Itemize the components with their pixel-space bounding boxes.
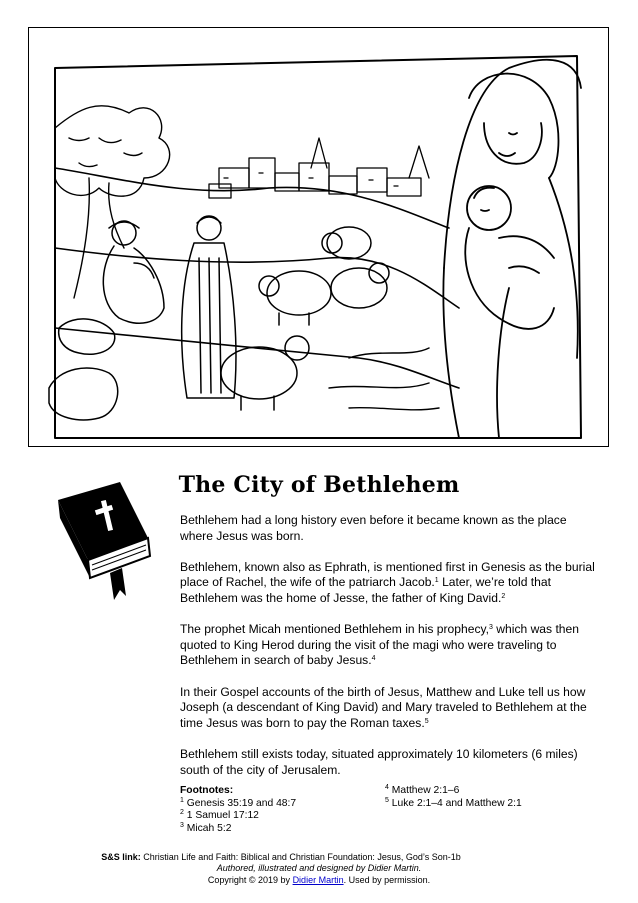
footnote-item: $^1$ Genesis 35:19 and 48:7 — [180, 796, 297, 809]
footnote-item: $^2$ 1 Samuel 17:12 — [180, 809, 259, 822]
ss-link-line: S&S link: Christian Life and Faith: Biblical and Christian Foundation: Jesus, God’s Son-1b — [101, 852, 461, 862]
sheep-flock — [221, 227, 389, 410]
shepherd-standing — [182, 216, 236, 398]
footnotes-left — [180, 785, 380, 835]
far-hill — [55, 168, 449, 228]
footnote-item: $^3$ Micah 5:2 — [180, 821, 232, 834]
middle-hill — [55, 248, 459, 308]
illustration-frame — [28, 27, 609, 447]
footnotes-right — [385, 785, 605, 810]
paragraph-1: Bethlehem had a long history even before it became known as the place where Jesus was born. — [180, 513, 567, 543]
rocks — [49, 319, 118, 420]
scene-border — [55, 56, 581, 438]
footnote-item: $^5$ Luke 2:1–4 and Matthew 2:1 — [385, 796, 522, 809]
paragraph-5: Bethlehem still exists today, situated approximately 10 kilometers (6 miles) south of the city of Jerusalem. — [180, 746, 578, 777]
paragraph-4: In their Gospel accounts of the birth of Jesus, Matthew and Luke tell us how Joseph (a descendant of King David) and Mary traveled to Bethlehem at the time Jesus was born to pay the Roman taxes.$^5$ — [180, 684, 587, 730]
shepherd-sitting — [103, 221, 164, 323]
footnote-item: $^4$ Matthew 2:1–6 — [385, 784, 460, 796]
paragraph-2: Bethlehem, known also as Ephrath, is mentioned first in Genesis as the burial place of Rachel, the wife of the patriarch Jacob.$^1$ Later, we’re told that Bethlehem was the home of Jesse, the father of King David.$^2$ — [180, 559, 595, 605]
baby-jesus-figure — [465, 186, 554, 329]
copyright-line: Copyright © 2019 by Didier Martin. Used by permission. — [207, 874, 431, 885]
authored-line: Authored, illustrated and designed by Didier Martin. — [216, 863, 422, 874]
footnotes-heading: Footnotes: — [180, 785, 234, 796]
author-link[interactable]: Didier Martin — [292, 874, 344, 885]
paragraph-3: The prophet Micah mentioned Bethlehem in his prophecy,$^3$ which was then quoted to King Herod during the visit of the magi who were traveling to Bethlehem in search of baby Jesus.$^4$ — [180, 622, 579, 668]
mary-figure — [443, 60, 581, 438]
bethlehem-illustration — [29, 28, 607, 445]
body-text — [180, 513, 600, 794]
near-hill — [55, 328, 459, 388]
page-title: The City of Bethlehem — [178, 472, 460, 498]
credit-block — [0, 852, 638, 886]
